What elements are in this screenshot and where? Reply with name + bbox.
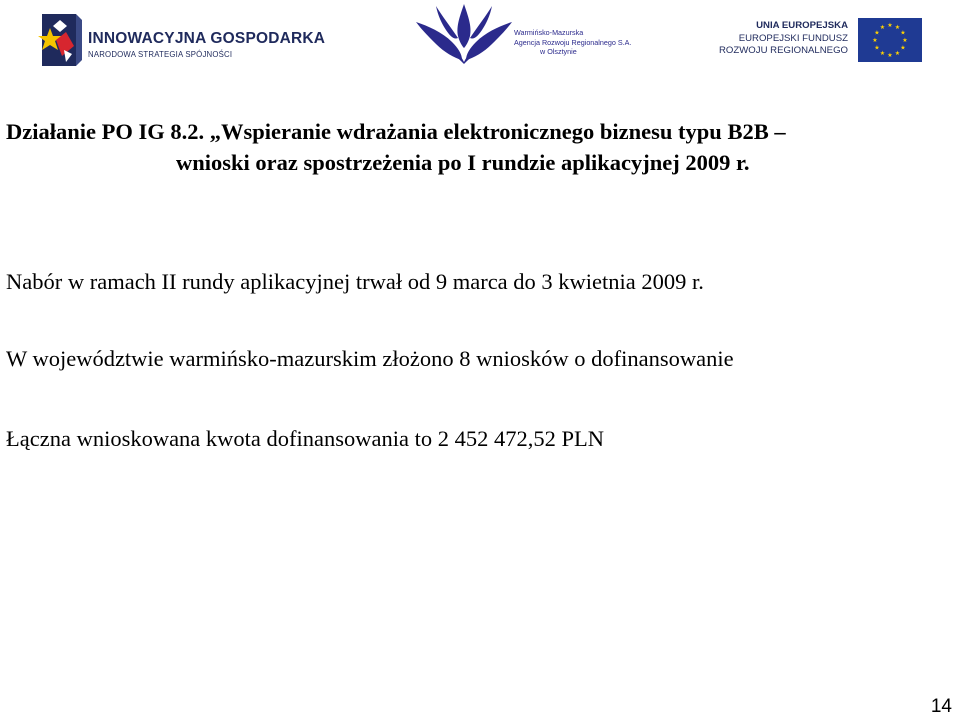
innowacyjna-gospodarka-title: INNOWACYJNA GOSPODARKA xyxy=(88,30,326,47)
heading-line-2: wnioski oraz spostrzeżenia po I rundzie aplikacyjnej 2009 r. xyxy=(176,150,750,175)
paragraph-kwota: Łączna wnioskowana kwota dofinansowania to 2 452 472,52 PLN xyxy=(6,426,604,451)
eu-flag-icon xyxy=(858,18,922,62)
svg-text:★: ★ xyxy=(874,44,880,52)
warminsko-mazurska-logo xyxy=(414,2,632,68)
svg-text:★: ★ xyxy=(879,24,886,31)
svg-text:★: ★ xyxy=(900,29,906,37)
svg-text:★: ★ xyxy=(887,22,893,29)
wm-line-2: Agencja Rozwoju Regionalnego S.A. xyxy=(514,37,632,47)
unia-europejska-logo xyxy=(719,16,922,64)
unia-europejska-text xyxy=(719,20,848,58)
warminsko-mazurska-emblem-icon xyxy=(414,2,514,66)
svg-text:★: ★ xyxy=(879,50,886,57)
svg-text:★: ★ xyxy=(894,50,901,57)
slide-heading xyxy=(6,116,956,178)
ue-line-2: EUROPEJSKI FUNDUSZ xyxy=(738,32,848,44)
svg-text:★: ★ xyxy=(900,44,906,52)
wm-line-3: w Olsztynie xyxy=(540,47,577,57)
svg-text:★: ★ xyxy=(902,37,908,44)
ue-line-3: ROZWOJU REGIONALNEGO xyxy=(719,45,848,57)
warminsko-mazurska-name xyxy=(514,28,631,57)
wm-line-1: Warmińsko-Mazurska xyxy=(514,28,584,37)
paragraph-nabor: Nabór w ramach II rundy aplikacyjnej trwał od 9 marca do 3 kwietnia 2009 r. xyxy=(6,269,704,294)
innowacyjna-gospodarka-emblem-icon xyxy=(36,10,82,68)
innowacyjna-gospodarka-subtitle: NARODOWA STRATEGIA SPÓJNOŚCI xyxy=(88,50,233,59)
svg-text:★: ★ xyxy=(872,37,878,44)
paragraph-wnioski: W województwie warmińsko-mazurskim złożono 8 wniosków o dofinansowanie xyxy=(6,346,734,371)
ue-title: UNIA EUROPEJSKA xyxy=(756,20,848,31)
svg-text:★: ★ xyxy=(874,29,880,37)
heading-line-1: Działanie PO IG 8.2. „Wspieranie wdrażania elektronicznego biznesu typu B2B – xyxy=(6,119,786,144)
svg-text:★: ★ xyxy=(887,52,893,59)
svg-text:★: ★ xyxy=(894,24,901,31)
page-number: 14 xyxy=(930,696,952,717)
innowacyjna-gospodarka-logo xyxy=(36,8,326,70)
